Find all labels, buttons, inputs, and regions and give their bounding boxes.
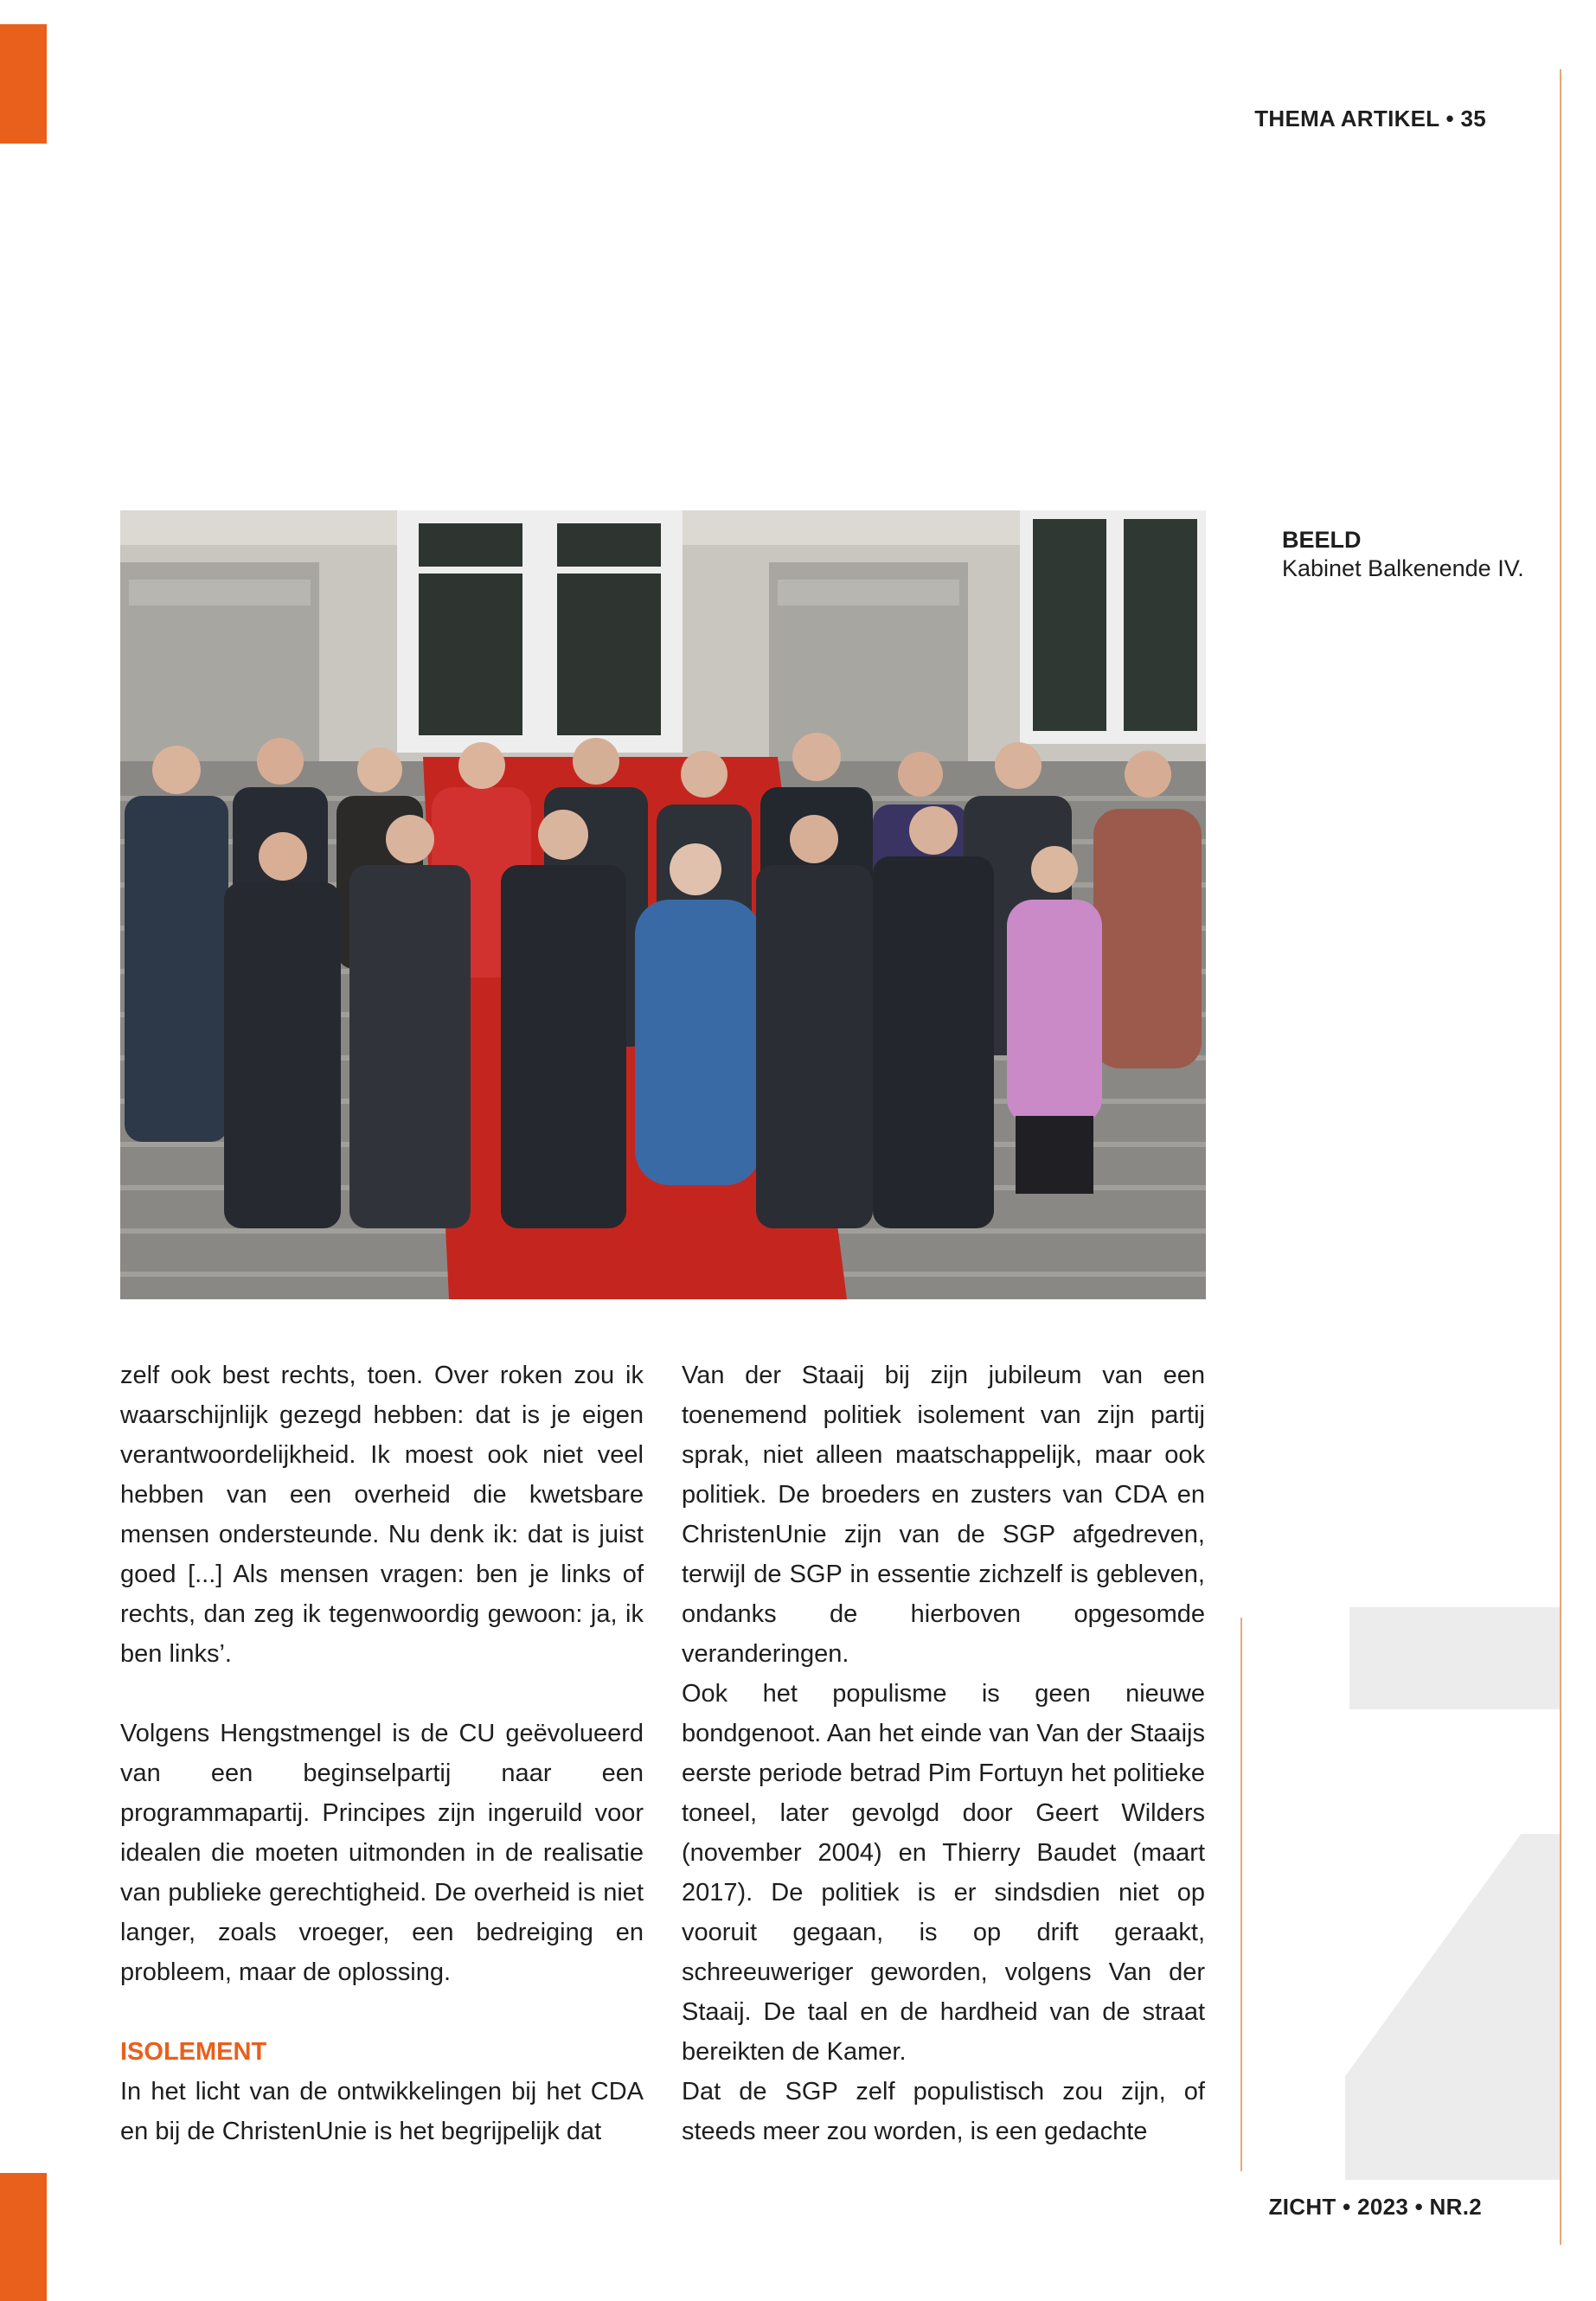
- photo-caption: [1282, 526, 1542, 583]
- decorative-block: [1349, 1607, 1560, 1709]
- decorative-numeral-shape: [1345, 1834, 1560, 2180]
- caption-label: BEELD: [1282, 527, 1362, 553]
- section-heading: ISOLEMENT: [120, 2038, 267, 2066]
- accent-tab-top: [0, 24, 47, 144]
- paragraph: Ook het populisme is geen nieuwe bondgenoot. Aan het einde van Van der Staaijs eerste periode betrad Pim Fortuyn het politieke toneel, later gevolgd door Geert Wilders (november 2004) en Thierry Baudet (maart 2017). De politiek is er sindsdien niet op vooruit gegaan, is op drift geraakt, schreeuweriger geworden, volgens Van der Staaij. De taal en de hardheid van de straat bereikten de Kamer.: [682, 1680, 1205, 2066]
- page-footer: ZICHT • 2023 • NR.2: [1268, 2194, 1482, 2220]
- paragraph: Dat de SGP zelf populistisch zou zijn, of steeds meer zou worden, is een gedachte: [682, 2078, 1205, 2145]
- article-column-right: [682, 1356, 1205, 2151]
- paragraph: Van der Staaij bij zijn jubileum van een toenemend politiek isolement van zijn partij sprak, niet alleen maatschappelijk, maar ook politiek. De broeders en zusters van CDA en ChristenUnie zijn van de SGP afgedreven, terwijl de SGP in essentie zichzelf is gebleven, ondanks de hierboven opgesomde veranderingen.: [682, 1362, 1205, 1668]
- paragraph: Volgens Hengstmengel is de CU geëvolueerd van een beginselpartij naar een programmapartij. Principes zijn ingeruild voor idealen die moeten uitmonden in de realisatie van publieke gerechtigheid. De overheid is niet langer, zoals vroeger, een bedreiging en probleem, maar de oplossing.: [120, 1720, 644, 1986]
- cabinet-photo: [120, 510, 1206, 1299]
- page-header: THEMA ARTIKEL • 35: [1254, 106, 1486, 131]
- paragraph: In het licht van de ontwikkelingen bij het CDA en bij de ChristenUnie is het begrijpelijk dat: [120, 2078, 644, 2145]
- accent-tab-bottom: [0, 2173, 47, 2301]
- paragraph: zelf ook best rechts, toen. Over roken zou ik waarschijnlijk gezegd hebben: dat is je eigen verantwoordelijkheid. Ik moest ook niet veel hebben van een overheid die kwetsbare mensen ondersteunde. Nu denk ik: dat is juist goed [...] Als mensen vragen: ben je links of rechts, dan zeg ik tegenwoordig gewoon: ja, ik ben links’.: [120, 1362, 644, 1668]
- column-end-rule: [1240, 1618, 1242, 2171]
- caption-text: Kabinet Balkenende IV.: [1282, 555, 1524, 581]
- article-column-left: [120, 1356, 644, 2151]
- margin-rule: [1560, 69, 1561, 2245]
